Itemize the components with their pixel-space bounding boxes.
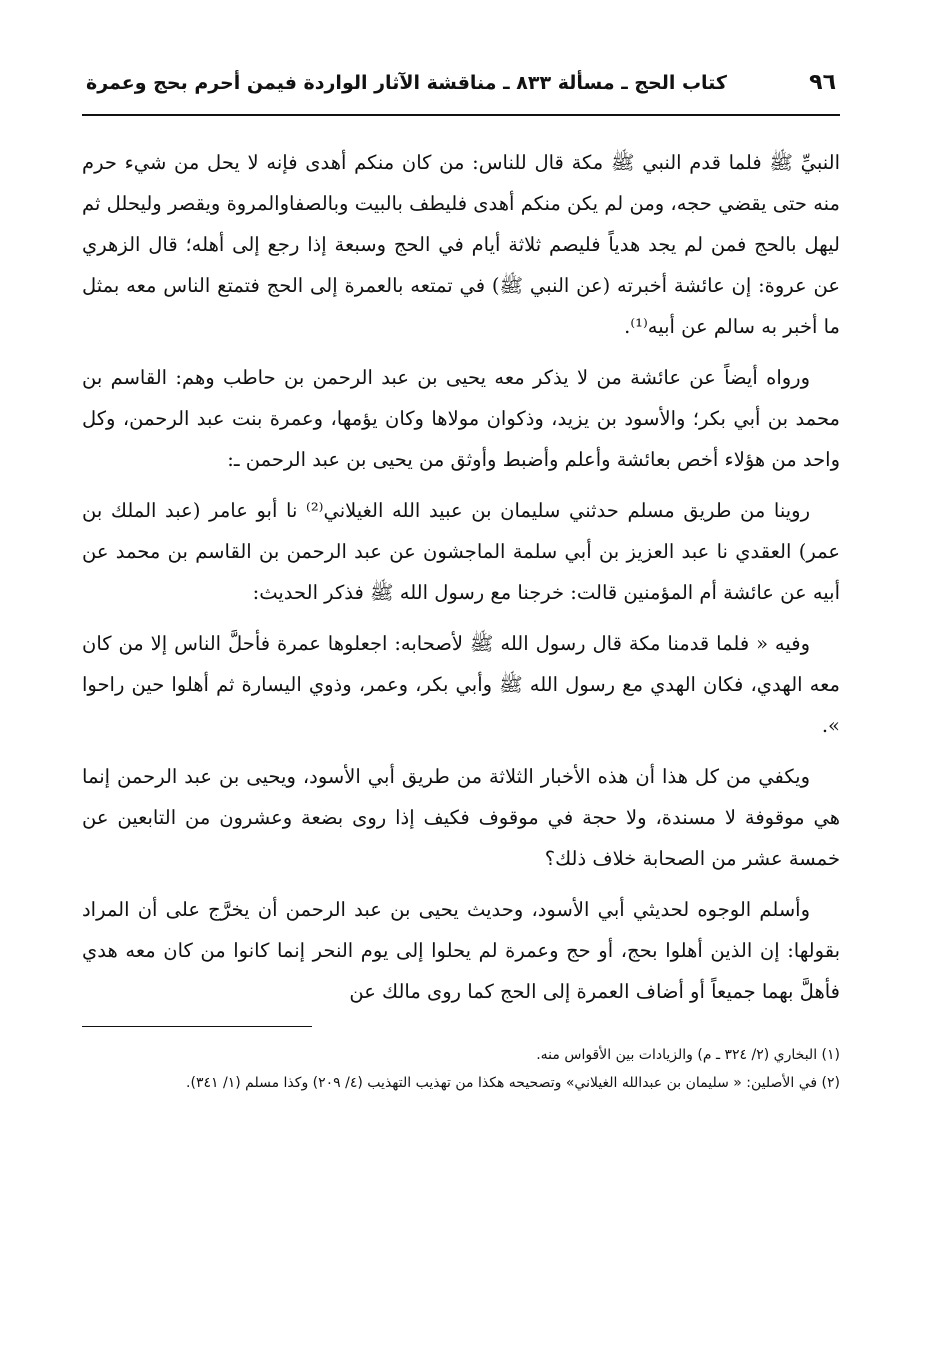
paragraph-2: ورواه أيضاً عن عائشة من لا يذكر معه يحيى بن عبد الرحمن بن حاطب وهم: القاسم بن محمد بن أبي بكر؛ والأسود بن يزيد، وذكوان مولاها وكان يؤمها، وعمرة بنت عبد الرحمن، وكل واحد من هؤلاء أخص بعائشة وأعلم وأضبط وأوثق من يحيى بن عبد الرحمن ـ: — [82, 366, 840, 471]
running-title: كتاب الحج ـ مسألة ٨٣٣ ـ مناقشة الآثار الواردة فيمن أحرم بحج وعمرة — [86, 72, 727, 94]
paragraph-3: روينا من طريق مسلم حدثني سليمان بن عبيد الله الغيلاني⁽²⁾ نا أبو عامر (عبد الملك بن عمر) العقدي نا عبد العزيز بن أبي سلمة الماجشون عن عبد الرحمن بن القاسم بن محمد عن أبيه عن عائشة أم المؤمنين قالت: خرجنا مع رسول الله ﷺ فذكر الحديث: — [82, 499, 840, 604]
page-number: ٩٦ — [809, 70, 836, 95]
book-page — [82, 70, 840, 1340]
paragraph-4: وفيه « فلما قدمنا مكة قال رسول الله ﷺ لأصحابه: اجعلوها عمرة فأحلَّ الناس إلا من كان معه الهدي، فكان الهدي مع رسول الله ﷺ وأبي بكر، وعمر، وذوي اليسارة ثم أهلوا حين راحوا ». — [82, 632, 840, 737]
running-header — [82, 70, 840, 116]
main-text — [82, 142, 840, 1012]
footnote-2: (٢) في الأصلين: « سليمان بن عبدالله الغيلاني» وتصحيحه هكذا من تهذيب التهذيب (٤/ ٢٠٩) وكذا مسلم (١/ ٣٤١). — [186, 1075, 840, 1091]
paragraph-6: وأسلم الوجوه لحديثي أبي الأسود، وحديث يحيى بن عبد الرحمن أن يخرَّج على أن المراد بقولها: إن الذين أهلوا بحج، أو حج وعمرة لم يحلوا إلى يوم النحر إنما كانوا من كان معه هدي فأهلَّ بهما جميعاً أو أضاف العمرة إلى الحج كما روى مالك عن — [82, 898, 840, 1003]
footnotes — [82, 1041, 840, 1097]
paragraph-5: ويكفي من كل هذا أن هذه الأخبار الثلاثة من طريق أبي الأسود، ويحيى بن عبد الرحمن إنما هي موقوفة لا مسندة، ولا حجة في موقوف فكيف إذا روى بضعة وعشرون من التابعين عن خمسة عشر من الصحابة خلاف ذلك؟ — [82, 765, 840, 870]
paragraph-1: النبيِّ ﷺ فلما قدم النبي ﷺ مكة قال للناس: من كان منكم أهدى فإنه لا يحل من شيء حرم منه حتى يقضي حجه، ومن لم يكن منكم أهدى فليطف بالبيت وبالصفاوالمروة ويقصر وليحلل ثم ليهل بالحج فمن لم يجد هدياً فليصم ثلاثة أيام في الحج وسبعة إذا رجع إلى أهله؛ قال الزهري عن عروة: إن عائشة أخبرته (عن النبي ﷺ) في تمتعه بالعمرة إلى الحج فتمتع الناس معه بمثل ما أخبر به سالم عن أبيه⁽¹⁾. — [82, 151, 840, 338]
footnote-1: (١) البخاري (٢/ ٣٢٤ ـ م) والزيادات بين الأقواس منه. — [536, 1047, 840, 1063]
footnote-divider — [82, 1026, 312, 1027]
